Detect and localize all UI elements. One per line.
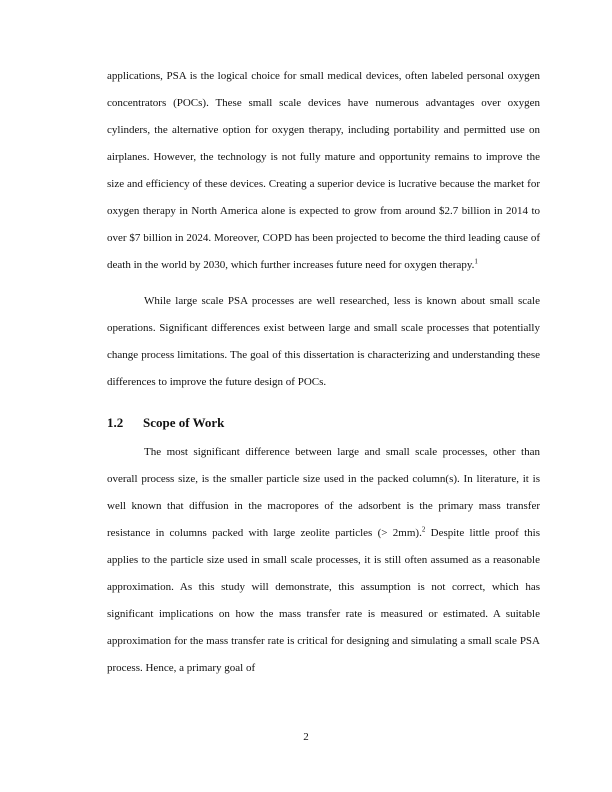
paragraph-psa-applications [107,63,540,279]
paragraph-text: applications, PSA is the logical choice for small medical devices, often labeled personal oxygen concentrators (POCs). These small scale devices have numerous advantages over oxygen cylinders, the alternative option for oxygen therapy, including portability and permitted use on airplanes. However, the technology is not fully mature and opportunity remains to improve the size and efficiency of these devices. Creating a superior device is lucrative because the market for oxygen therapy in North America alone is expected to grow from around $2.7 billion in 2014 to over $7 billion in 2024. Moreover, COPD has been projected to become the third leading cause of death in the world by 2030, which further increases future need for oxygen therapy. [107,70,540,271]
paragraph-large-vs-small-scale: While large scale PSA processes are well researched, less is known about small scale operations. Significant differences exist between large and small scale processes that potentially change process limitations. The goal of this dissertation is characterizing and understanding these differences to improve the future design of POCs. [107,295,540,388]
paragraph-spacer [107,396,540,405]
page-number: 2 [303,731,309,743]
document-body [107,63,540,682]
footnote-marker: 1 [474,257,478,266]
footnote-marker: 2 [421,525,426,534]
paragraph-text: Despite little proof this applies to the particle size used in small scale processes, it is still often assumed as a reasonable approximation. As this study will demonstrate, this assumption is not correct, which has significant implications on how the mass transfer rate is measured or estimated. A suitable approximation for the mass transfer rate is critical for designing and simulating a small scale PSA process. Hence, a primary goal of [107,527,540,674]
section-heading [107,405,540,439]
section-number: 1.2 [107,415,124,430]
section-title: Scope of Work [143,415,225,430]
paragraph-scope-of-work [107,439,540,682]
paragraph-text: The most significant difference between large and small scale processes, other than overall process size, is the smaller particle size used in the packed column(s). In literature, it is well known that diffusion in the macropores of the adsorbent is the primary mass transfer resistance in columns packed with large zeolite particles (> 2mm). [107,446,540,539]
paragraph-spacer [107,279,540,288]
